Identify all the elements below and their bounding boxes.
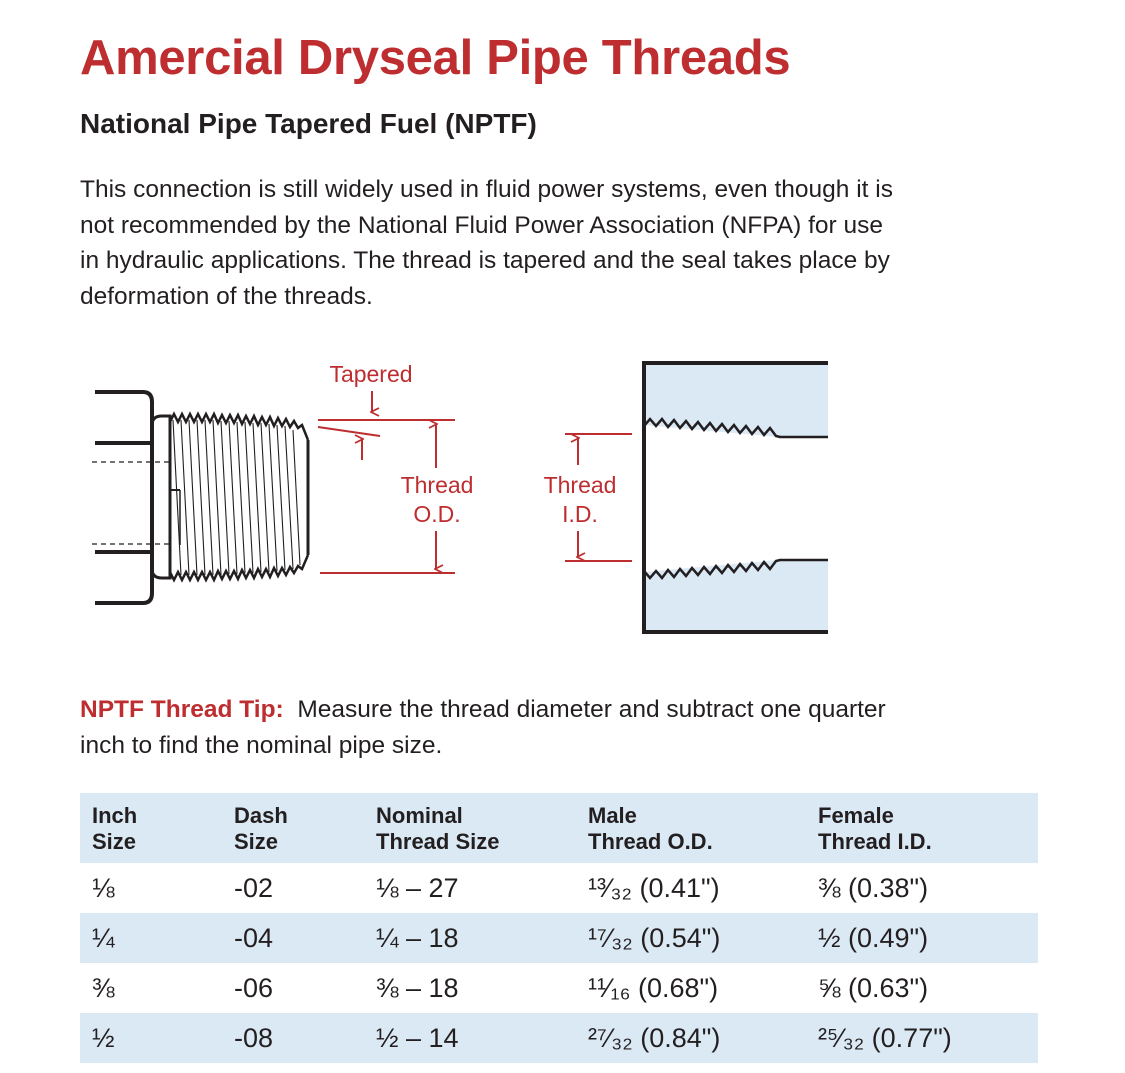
male-fitting bbox=[92, 392, 308, 603]
page-subtitle: National Pipe Tapered Fuel (NPTF) bbox=[80, 108, 537, 139]
tip-text: Measure the thread diameter and subtract one quarter bbox=[297, 696, 886, 723]
page-title: Amercial Dryseal Pipe Threads bbox=[80, 31, 791, 85]
table-header-row bbox=[80, 793, 1038, 863]
table-cell: ¼ – 18 bbox=[364, 913, 576, 963]
column-header: Nominal Thread Size bbox=[364, 793, 576, 863]
table-cell: ½ (0.49") bbox=[806, 913, 1038, 963]
taper-callout bbox=[318, 391, 455, 460]
od-dimension bbox=[320, 424, 455, 573]
thread-size-table bbox=[80, 793, 1038, 1063]
column-header: Male Thread O.D. bbox=[576, 793, 806, 863]
intro-line: deformation of the threads. bbox=[80, 282, 373, 310]
label-thread-id-2: I.D. bbox=[562, 501, 598, 527]
table-cell: ½ – 14 bbox=[364, 1013, 576, 1063]
intro-paragraph bbox=[80, 172, 1070, 314]
column-header: Dash Size bbox=[222, 793, 364, 863]
table-row bbox=[80, 1013, 1038, 1063]
column-header: Female Thread I.D. bbox=[806, 793, 1038, 863]
table-cell: ⅛ bbox=[92, 872, 115, 903]
table-cell: ¼ bbox=[80, 913, 222, 963]
table-cell: -04 bbox=[222, 913, 364, 963]
label-tapered: Tapered bbox=[329, 361, 413, 387]
label-thread-od-2: O.D. bbox=[413, 501, 461, 527]
table-cell: ⅜ (0.38") bbox=[818, 872, 929, 903]
table-cell: ⅛ – 27 bbox=[376, 872, 459, 903]
thread-diagram bbox=[0, 350, 1125, 650]
intro-line: not recommended by the National Fluid Power Association (NFPA) for use bbox=[80, 211, 883, 239]
thread-tip bbox=[80, 692, 1070, 764]
table-cell: ¹⁷⁄₃₂ (0.54") bbox=[576, 913, 806, 963]
table-cell: ⅜ – 18 bbox=[376, 972, 459, 1003]
tip-text: inch to find the nominal pipe size. bbox=[80, 732, 443, 759]
table-cell: ⅝ (0.63") bbox=[818, 972, 929, 1003]
table-cell: ²⁵⁄₃₂ (0.77") bbox=[806, 1013, 1038, 1063]
table-cell: -06 bbox=[234, 972, 274, 1003]
table-cell: ¹¹⁄₁₆ (0.68") bbox=[588, 972, 719, 1003]
tip-label: NPTF Thread Tip: bbox=[80, 696, 284, 723]
table-cell: ⅜ bbox=[92, 972, 115, 1003]
table-cell: -08 bbox=[222, 1013, 364, 1063]
intro-line: in hydraulic applications. The thread is tapered and the seal takes place by bbox=[80, 247, 890, 274]
table-cell: -02 bbox=[234, 872, 274, 903]
intro-line: This connection is still widely used in fluid power systems, even though it is bbox=[80, 176, 893, 203]
table-cell: ¹³⁄₃₂ (0.41") bbox=[588, 872, 720, 903]
table-row bbox=[80, 863, 1038, 913]
female-fitting bbox=[644, 363, 828, 632]
table-row bbox=[80, 963, 1038, 1013]
label-thread-od-1: Thread bbox=[400, 472, 474, 498]
label-thread-id-1: Thread bbox=[543, 472, 617, 498]
male-thread-hatching bbox=[173, 420, 300, 575]
table-cell: ²⁷⁄₃₂ (0.84") bbox=[576, 1013, 806, 1063]
table-row bbox=[80, 913, 1038, 963]
column-header: Inch Size bbox=[80, 793, 222, 863]
table-cell: ½ bbox=[80, 1013, 222, 1063]
